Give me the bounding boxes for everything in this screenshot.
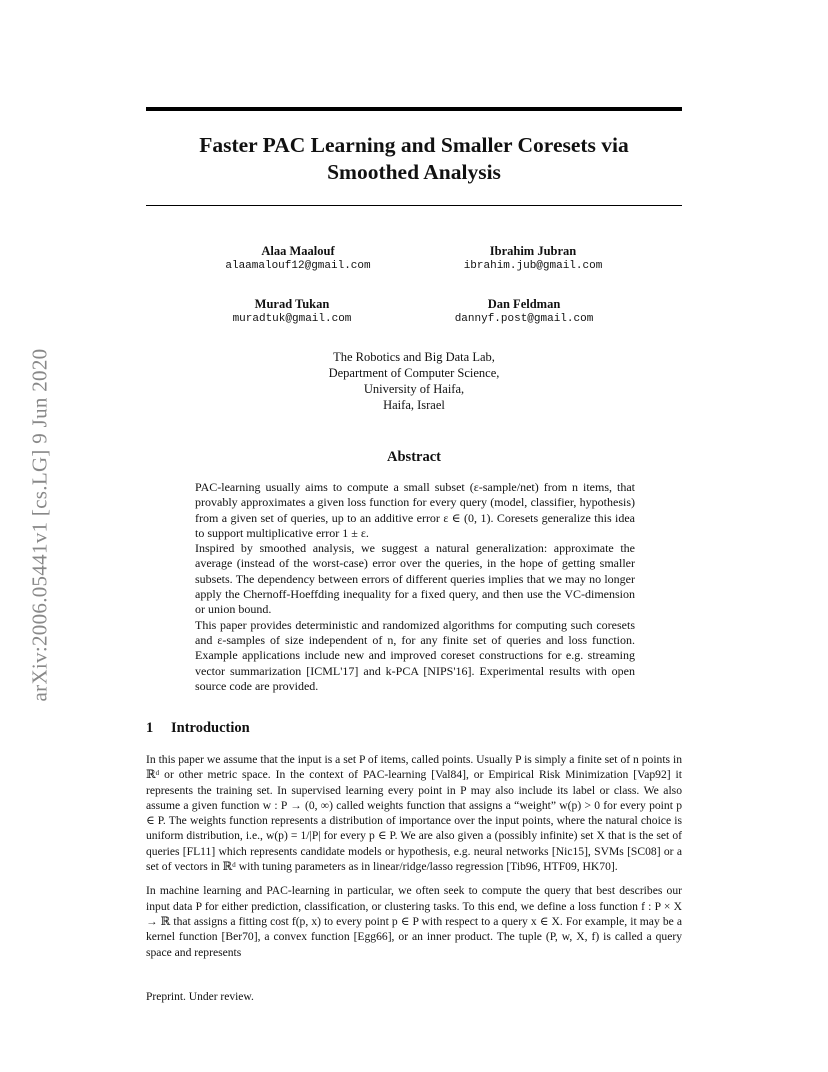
body-paragraph: In machine learning and PAC-learning in particular, we often seek to compute the query that best describes our input data P for either prediction, classification, or clustering tasks. To this end, we define a loss function f : P × X → ℝ that assigns a fitting cost f(p, x) to every point p ∈ P with respect to a query x ∈ X. For example, it may be a kernel function [Ber70], a convex function [Egg66], or an inner product. The tuple (P, w, X, f) is called a query space and represents bbox=[146, 884, 682, 959]
footer-note: Preprint. Under review. bbox=[146, 991, 254, 1003]
author-name: Dan Feldman bbox=[487, 297, 561, 311]
section-number: 1 bbox=[146, 720, 154, 736]
author-block bbox=[414, 296, 634, 327]
arxiv-stamp: arXiv:2006.05441v1 [cs.LG] 9 Jun 2020 bbox=[27, 348, 52, 702]
author-name: Murad Tukan bbox=[254, 297, 330, 311]
author-email[interactable]: muradtuk@gmail.com bbox=[232, 313, 352, 325]
author-name: Ibrahim Jubran bbox=[489, 244, 577, 258]
author-block bbox=[182, 296, 402, 327]
abstract-heading: Abstract bbox=[387, 449, 441, 465]
body-paragraph: In this paper we assume that the input is a set P of items, called points. Usually P is simply a finite set of n points in ℝᵈ or other metric space. In the context of PAC-learning [Val84], or Empirical Risk Minimization [Vap92] it represents the training set. In supervised learning every point in P may also include its label or class. We also assume a given function w : P → (0, ∞) called weights function that assigns a “weight” w(p) > 0 for every point p ∈ P. The weights function represents a distribution of importance over the input points, where the natural choice is uniform distribution, i.e., w(p) = 1/|P| for every p ∈ P. We are also given a (possibly infinite) set X that is the set of queries [FL11] which represents candidate models or hypothesis, e.g. neural networks [Nic15], SVMs [SC08] or a set of vectors in ℝᵈ with tuning parameters as in linear/ridge/lasso regression [Tib96, HTF09, HK70]. bbox=[146, 753, 682, 874]
abstract-body bbox=[195, 480, 635, 694]
abstract-paragraph: PAC-learning usually aims to compute a small subset (ε-sample/net) from n items, that provably approximates a given loss function for every query (model, classifier, hypothesis) from a given set of queries, up to an additive error ε ∈ (0, 1). Coresets generalize this idea to support multiplicative error 1 ± ε. bbox=[195, 480, 635, 540]
affiliation-line: Haifa, Israel bbox=[383, 398, 445, 412]
author-email[interactable]: ibrahim.jub@gmail.com bbox=[463, 260, 603, 272]
affiliation-line: Department of Computer Science, bbox=[328, 366, 500, 380]
author-block bbox=[188, 243, 408, 274]
author-name: Alaa Maalouf bbox=[261, 244, 335, 258]
abstract-paragraph: This paper provides deterministic and randomized algorithms for computing such coresets and ε-samples of size independent of n, for any finite set of queries and loss function. Example applications include new and improved coreset constructions for e.g. streaming vector summarization [ICML'17] and k-PCA [NIPS'16]. Experimental results with open source code are provided. bbox=[195, 617, 635, 693]
paper-title bbox=[146, 132, 682, 186]
author-email[interactable]: alaamalouf12@gmail.com bbox=[225, 260, 371, 272]
abstract-paragraph: Inspired by smoothed analysis, we suggest a natural generalization: approximate the average (instead of the worst-case) error over the queries, in the hope of getting smaller subsets. The dependency between errors of different queries implies that we may no longer apply the Chernoff-Hoeffding inequality for a fixed query, and then use the VC-dimension or union bound. bbox=[195, 541, 635, 617]
section-title: Introduction bbox=[171, 720, 250, 736]
title-rule-bottom bbox=[146, 205, 682, 206]
affiliation-line: University of Haifa, bbox=[363, 382, 465, 396]
affiliation-line: The Robotics and Big Data Lab, bbox=[333, 350, 495, 364]
title-line-1: Faster PAC Learning and Smaller Coresets via bbox=[199, 133, 629, 157]
title-rule-top bbox=[146, 107, 682, 111]
section-heading bbox=[146, 719, 682, 737]
affiliation bbox=[264, 349, 564, 413]
title-line-2: Smoothed Analysis bbox=[327, 160, 501, 184]
intro-body bbox=[146, 752, 682, 969]
author-block bbox=[423, 243, 643, 274]
author-email[interactable]: dannyf.post@gmail.com bbox=[454, 313, 594, 325]
